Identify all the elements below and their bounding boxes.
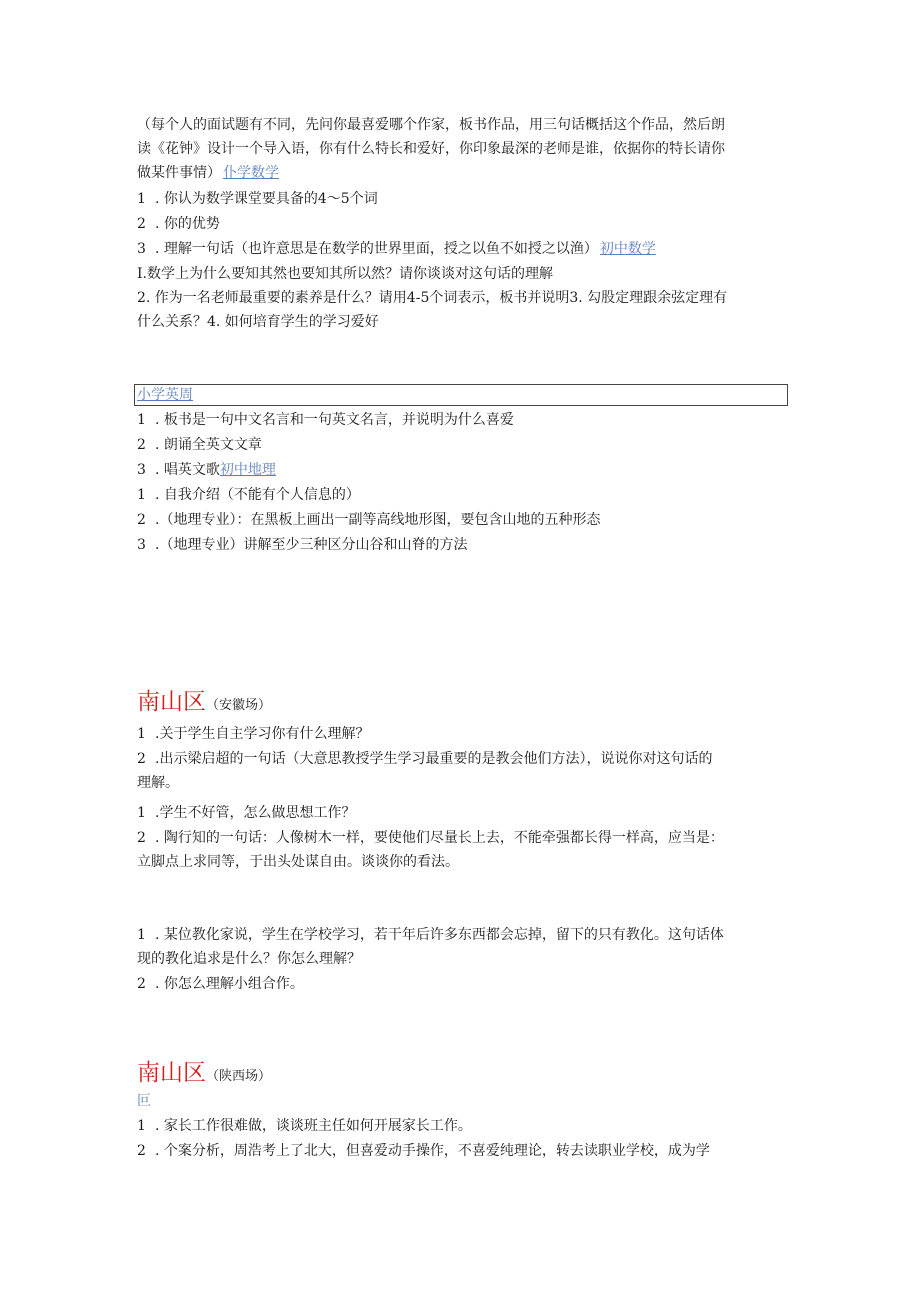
anhui-group2-item-2 — [137, 826, 787, 850]
item-number: 3 — [137, 462, 146, 478]
geo-item-1 — [137, 483, 787, 507]
item-text: . 你认为数学课堂要具备的4〜5个词 — [155, 191, 378, 207]
geo-item-2 — [137, 508, 787, 532]
item-text: .（地理专业）：在黑板上画出一副等高线地形图，要包含山地的五种形态 — [155, 512, 601, 528]
section-title: 南山区 — [137, 689, 206, 715]
junior-geo-link[interactable]: 初中地理 — [219, 462, 276, 478]
item-text: . 某位教化家说，学生在学校学习，若干年后许多东西都会忘掉，留下的只有教化。这句话体 — [155, 927, 724, 943]
item-text: . 唱英文歌 — [155, 462, 220, 478]
item-number: 2 — [137, 216, 146, 232]
item-text: . 板书是一句中文名言和一句英文名言，并说明为什么喜爱 — [155, 412, 514, 428]
item-number: 2 — [137, 751, 146, 767]
item-text: . 个案分析，周浩考上了北大，但喜爱动手操作，不喜爱纯理论，转去读职业学校，成为学 — [155, 1143, 710, 1159]
anhui-item-1 — [137, 722, 787, 746]
primary-math-item-2 — [137, 212, 787, 236]
item-text: . 自我介绍（不能有个人信息的） — [155, 487, 360, 503]
shaanxi-tag: 叵 — [137, 1093, 151, 1109]
junior-math-line-1: I.数学上为什么要知其然也要知其所以然？请你谈谈对这句话的理解 — [137, 266, 553, 282]
item-number: 1 — [137, 412, 146, 428]
item-text: .出示梁启超的一句话（大意思教授学生学习最重要的是教会他们方法），说说你对这句话的 — [155, 751, 713, 767]
nanshan-anhui-heading — [137, 683, 271, 716]
item-number: 1 — [137, 487, 146, 503]
primary-math-item-1 — [137, 187, 787, 211]
anhui-item-2 — [137, 747, 787, 771]
primary-math-item-3 — [137, 237, 787, 261]
geo-item-3 — [137, 533, 787, 557]
item-number: 3 — [137, 241, 146, 257]
item-text: . 你怎么理解小组合作。 — [155, 976, 304, 992]
item-number: 2 — [137, 1143, 146, 1159]
shaanxi-item-2 — [137, 1139, 787, 1163]
item-number: 1 — [137, 191, 146, 207]
item-number: 2 — [137, 512, 146, 528]
item-text: .（地理专业）讲解至少三种区分山谷和山脊的方法 — [155, 537, 468, 553]
item-text: . 你的优势 — [155, 216, 220, 232]
primary-math-link[interactable]: 仆学数学 — [223, 165, 279, 181]
intro-line-1: （每个人的面试题有不同，先问你最喜爱哪个作家，板书作品，用三句话概括这个作品，然后朗 — [137, 117, 725, 133]
intro-line-3 — [137, 161, 787, 185]
junior-math-line-2: 2. 作为一名老师最重要的素养是什么？请用4-5个词表示，板书并说明3. 勾股定理跟余弦定理有 — [137, 290, 728, 306]
shaanxi-item-1 — [137, 1114, 787, 1138]
item-number: 2 — [137, 437, 146, 453]
item-text: .学生不好管，怎么做思想工作？ — [155, 805, 356, 821]
primary-english-link[interactable]: 小学英周 — [137, 387, 193, 403]
item-number: 1 — [137, 805, 146, 821]
anhui-group3-item-2 — [137, 972, 787, 996]
section-subtitle: （陕西场） — [206, 1069, 272, 1084]
section-subtitle: （安徽场） — [206, 698, 272, 713]
item-text: . 朗诵全英文文章 — [155, 437, 262, 453]
item-number: 3 — [137, 537, 146, 553]
anhui-group2-item-1 — [137, 801, 787, 825]
primary-english-header-box — [134, 384, 788, 406]
item-number: 2 — [137, 976, 146, 992]
english-item-2 — [137, 433, 787, 457]
english-item-1 — [137, 408, 787, 432]
intro-line-3-text: 做某件事情） — [137, 165, 221, 181]
anhui-item-2-cont: 理解。 — [137, 775, 179, 791]
intro-line-2: 读《花钟》设计一个导入语，你有什么特长和爱好，你印象最深的老师是谁，依据你的特长请你 — [137, 141, 725, 157]
item-number: 1 — [137, 726, 146, 742]
anhui-group2-item-2-cont: 立脚点上求同等，于出头处谋自由。谈谈你的看法。 — [137, 854, 459, 870]
junior-math-line-3: 什么关系？4. 如何培育学生的学习爱好 — [137, 314, 379, 330]
junior-math-link[interactable]: 初中数学 — [599, 241, 656, 257]
item-text: . 理解一句话（也许意思是在数学的世界里面，授之以鱼不如授之以渔） — [155, 241, 598, 257]
anhui-group3-item-1-cont: 现的教化追求是什么？你怎么理解？ — [137, 951, 361, 967]
section-title: 南山区 — [137, 1060, 206, 1086]
item-text: . 家长工作很难做，谈谈班主任如何开展家长工作。 — [155, 1118, 472, 1134]
nanshan-shaanxi-heading — [137, 1054, 271, 1087]
english-item-3 — [137, 458, 787, 482]
item-number: 1 — [137, 1118, 146, 1134]
item-number: 1 — [137, 927, 146, 943]
anhui-group3-item-1 — [137, 923, 787, 947]
item-text: .关于学生自主学习你有什么理解？ — [155, 726, 370, 742]
item-number: 2 — [137, 830, 146, 846]
item-text: . 陶行知的一句话：人像树木一样，要使他们尽量长上去，不能牵强都长得一样高，应当是： — [155, 830, 724, 846]
